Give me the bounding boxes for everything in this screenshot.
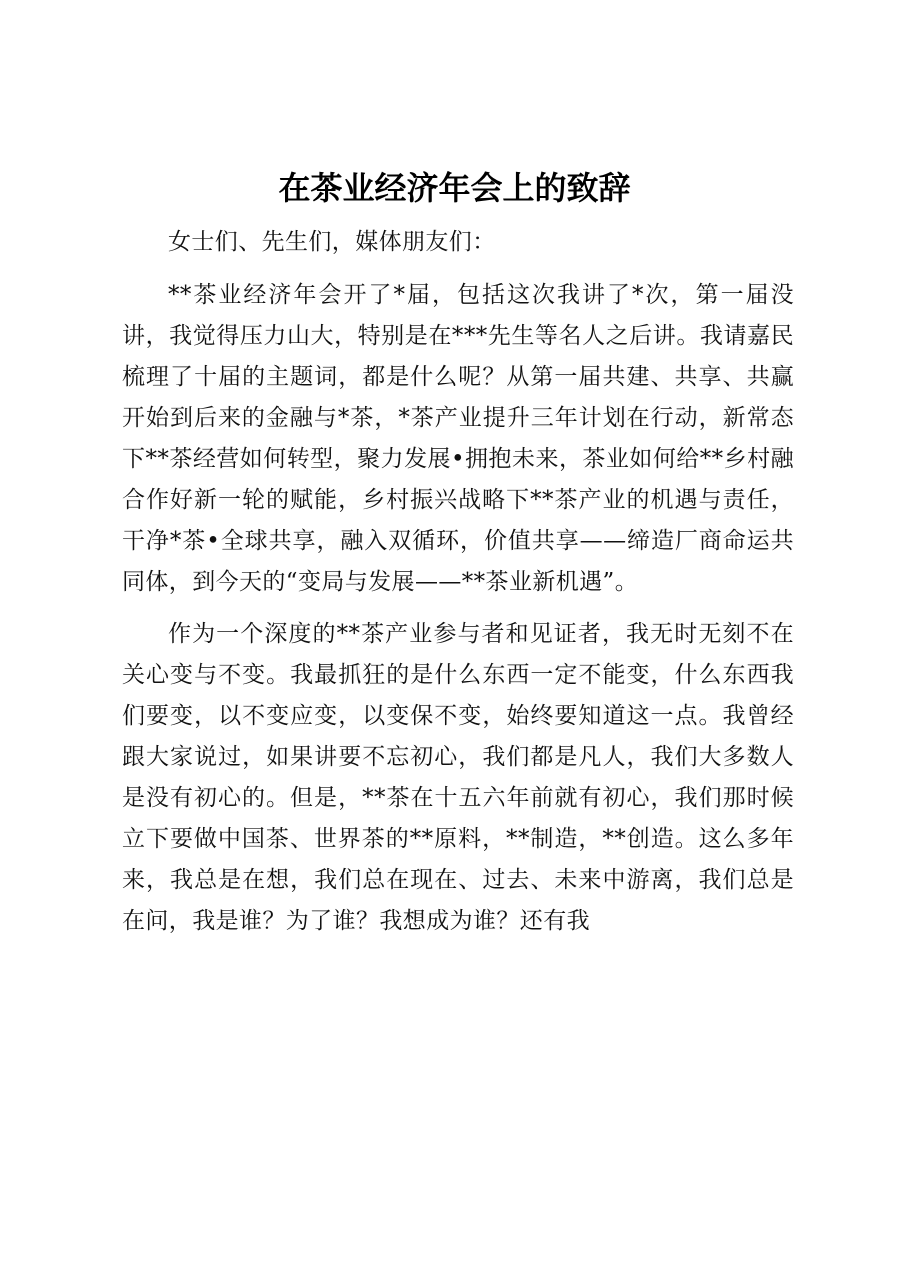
document-title: 在茶业经济年会上的致辞: [278, 169, 631, 207]
paragraph-1: **茶业经济年会开了*届，包括这次我讲了*次，第一届没讲，我觉得压力山大，特别是在***先生等名人之后讲。我请嘉民梳理了十届的主题词，都是什么呢？从第一届共建、共享、共赢开始到后来的金融与*茶，*茶产业提升三年计划在行动，新常态下**茶经营如何转型，聚力发展•拥抱未来，茶业如何给**乡村融合作好新一轮的赋能，乡村振兴战略下**茶产业的机遇与责任，干净*茶•全球共享，融入双循环，价值共享——缔造厂商命运共同体，到今天的“变局与发展——**茶业新机遇”。: [122, 282, 794, 595]
paragraph-2: 作为一个深度的**茶产业参与者和见证者，我无时无刻不在关心变与不变。我最抓狂的是什么东西一定不能变，什么东西我们要变，以不变应变，以变保不变，始终要知道这一点。我曾经跟大家说过，如果讲要不忘初心，我们都是凡人，我们大多数人是没有初心的。但是，**茶在十五六年前就有初心，我们那时候立下要做中国茶、世界茶的**原料，**制造，**创造。这么多年来，我总是在想，我们总在现在、过去、未来中游离，我们总是在问，我是谁？为了谁？我想成为谁？还有我: [122, 621, 794, 934]
document-body: [122, 222, 794, 953]
greeting-line: 女士们、先生们，媒体朋友们：: [168, 229, 496, 255]
